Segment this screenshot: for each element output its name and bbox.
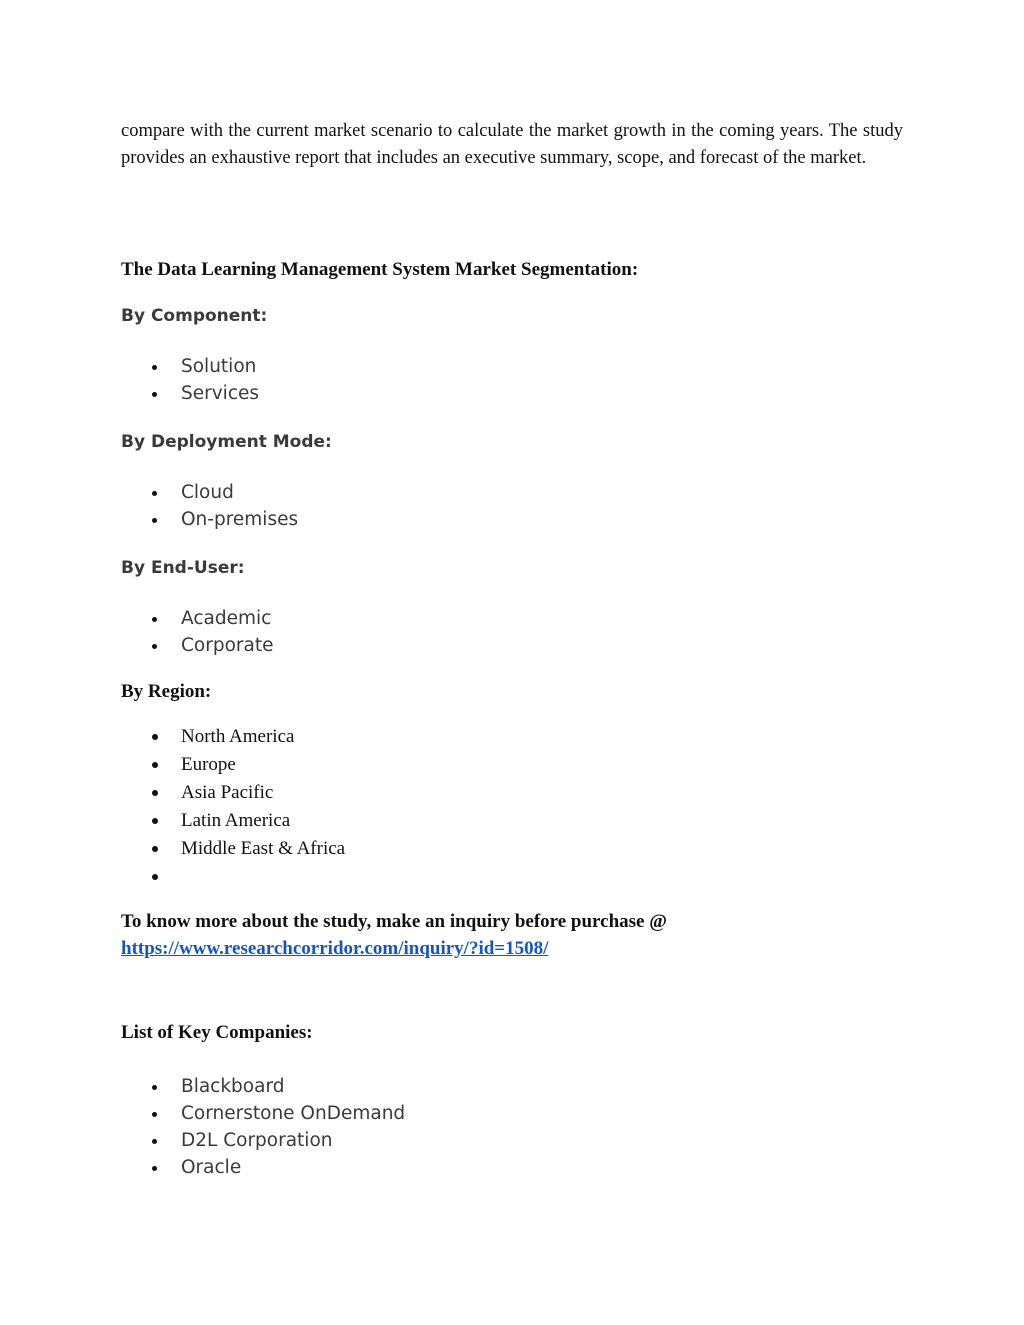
list-item xyxy=(121,835,345,863)
list-item-label: On-premises xyxy=(181,509,299,530)
list-item xyxy=(121,506,298,533)
list-item-label: Cloud xyxy=(181,482,234,503)
bullet-icon xyxy=(152,762,158,768)
list-item xyxy=(121,723,345,751)
bullet-icon xyxy=(152,1139,157,1144)
bullet-icon xyxy=(152,846,158,852)
list-item xyxy=(121,1100,405,1127)
list-item xyxy=(121,1154,405,1181)
intro-paragraph: compare with the current market scenario to calculate the market growth in the coming years. The study provides an exhaustive report that includes an executive summary, scope, and forecast of the market. xyxy=(121,121,903,168)
list-item xyxy=(121,807,345,835)
deployment-list xyxy=(121,479,298,533)
list-item-label: Corporate xyxy=(181,635,274,656)
list-item-label: Oracle xyxy=(181,1157,242,1178)
bullet-icon xyxy=(152,1112,157,1117)
list-item xyxy=(121,863,345,891)
end-user-list xyxy=(121,605,273,659)
list-item xyxy=(121,1073,405,1100)
inquiry-text: To know more about the study, make an inquiry before purchase @ xyxy=(121,911,667,932)
list-item-label: Cornerstone OnDemand xyxy=(181,1103,406,1124)
list-item-label: Academic xyxy=(181,608,272,629)
key-companies-list xyxy=(121,1073,405,1181)
list-item xyxy=(121,751,345,779)
bullet-icon xyxy=(152,818,158,824)
list-item xyxy=(121,632,273,659)
list-item-label: D2L Corporation xyxy=(181,1130,333,1151)
list-item xyxy=(121,1127,405,1154)
list-item xyxy=(121,380,259,407)
list-item-label: Blackboard xyxy=(181,1076,285,1097)
bullet-icon xyxy=(152,1166,157,1171)
by-region-heading: By Region: xyxy=(121,681,212,702)
bullet-icon xyxy=(152,617,157,622)
list-item xyxy=(121,605,273,632)
inquiry-paragraph xyxy=(121,908,667,962)
list-item-label: Latin America xyxy=(181,810,291,831)
bullet-icon xyxy=(152,491,157,496)
bullet-icon xyxy=(152,644,157,649)
list-item xyxy=(121,779,345,807)
bullet-icon xyxy=(152,365,157,370)
segmentation-heading: The Data Learning Management System Market Segmentation: xyxy=(121,259,639,280)
list-item xyxy=(121,479,298,506)
bullet-icon xyxy=(152,518,157,523)
bullet-icon xyxy=(152,790,158,796)
by-component-heading: By Component: xyxy=(121,306,268,326)
list-item-label: Solution xyxy=(181,356,257,377)
bullet-icon xyxy=(152,1085,157,1090)
list-item-label: Services xyxy=(181,383,260,404)
component-list xyxy=(121,353,259,407)
by-end-user-heading: By End-User: xyxy=(121,558,245,578)
list-item-label: Europe xyxy=(181,754,236,775)
list-item-label: Asia Pacific xyxy=(181,782,274,803)
key-companies-heading: List of Key Companies: xyxy=(121,1022,313,1043)
list-item-label: North America xyxy=(181,726,295,747)
list-item xyxy=(121,353,259,380)
region-list xyxy=(121,723,345,891)
bullet-icon xyxy=(152,874,158,880)
list-item-label: Middle East & Africa xyxy=(181,838,346,859)
by-deployment-heading: By Deployment Mode: xyxy=(121,432,332,452)
bullet-icon xyxy=(152,392,157,397)
bullet-icon xyxy=(152,734,158,740)
inquiry-link[interactable]: https://www.researchcorridor.com/inquiry/?id=1508/ xyxy=(121,938,549,959)
